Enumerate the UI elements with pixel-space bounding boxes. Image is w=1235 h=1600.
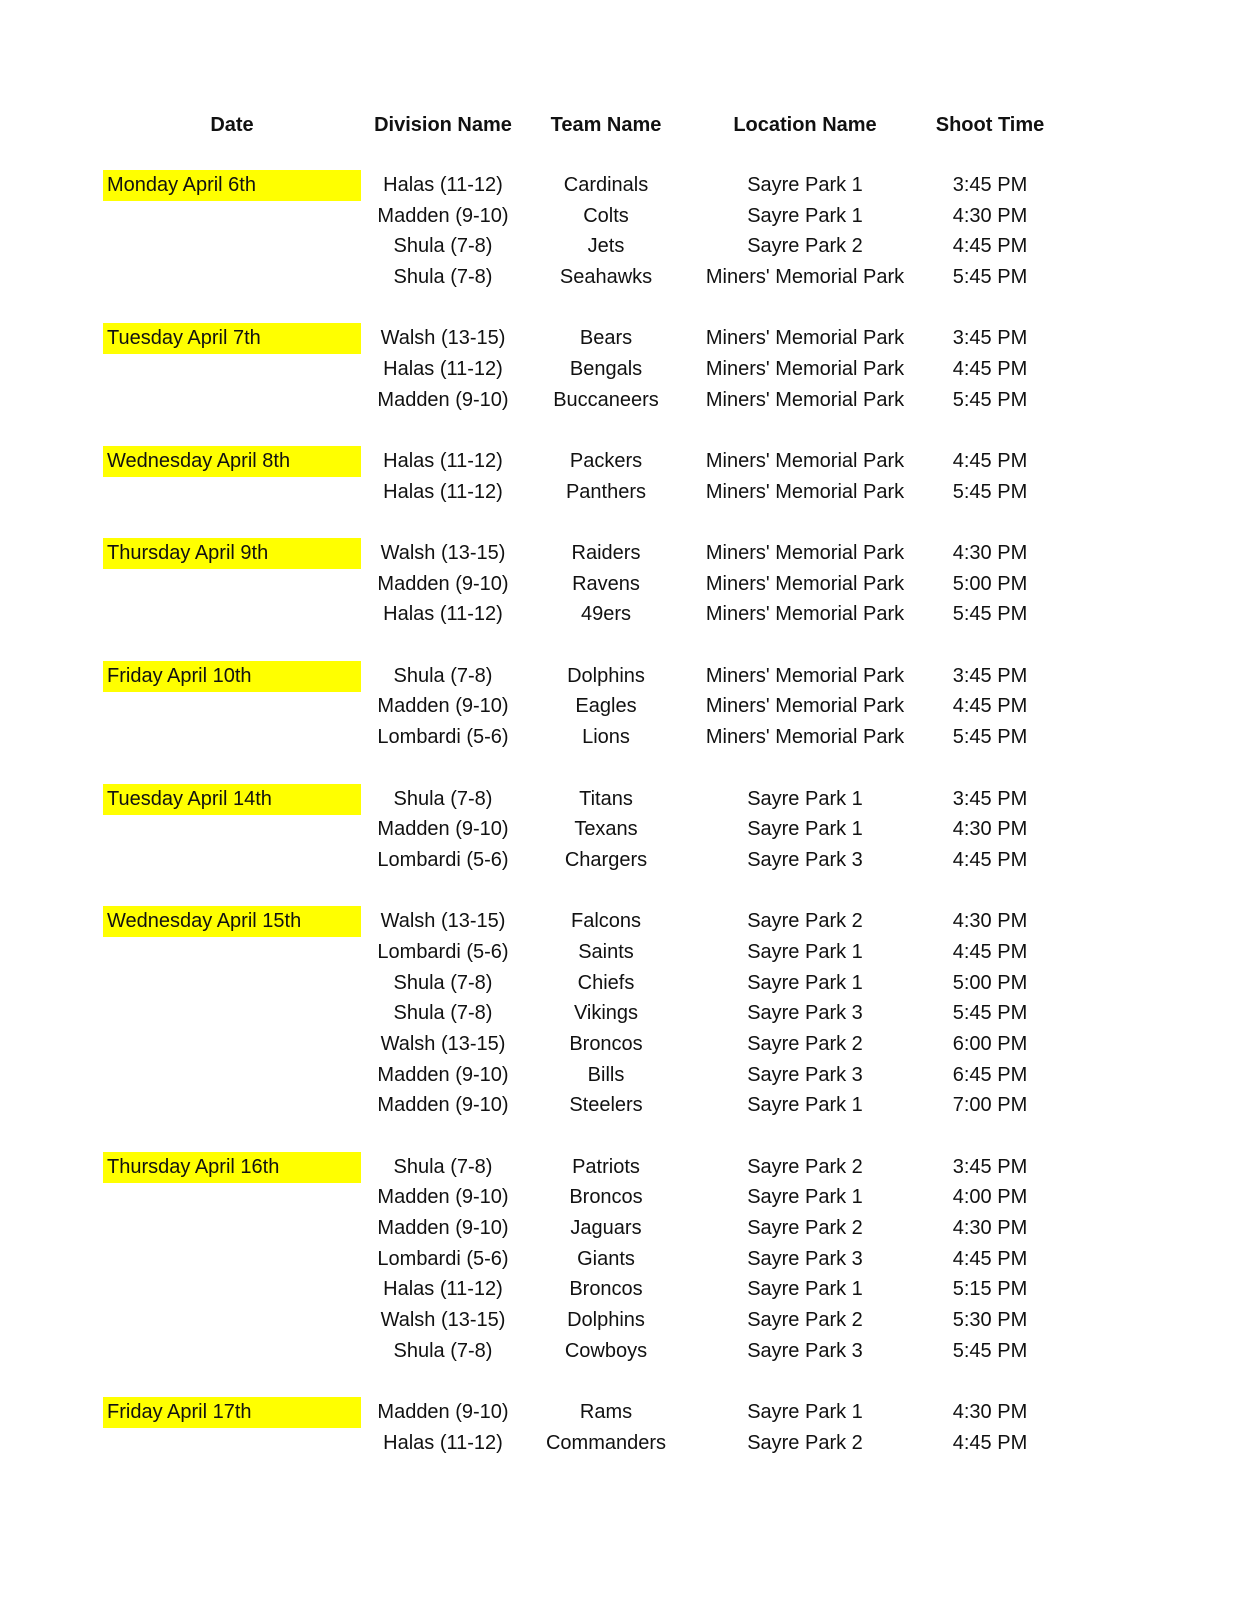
location-cell: Miners' Memorial Park xyxy=(705,450,905,473)
division-cell: Madden (9-10) xyxy=(377,1063,509,1086)
shoot-time-cell: 4:30 PM xyxy=(952,818,1028,841)
schedule-row xyxy=(0,691,1235,722)
schedule-row xyxy=(0,599,1235,630)
location-cell: Sayre Park 3 xyxy=(747,1247,863,1270)
shoot-time-cell: 4:45 PM xyxy=(952,1247,1028,1270)
location-cell: Sayre Park 1 xyxy=(747,787,863,810)
schedule-row xyxy=(0,1060,1235,1091)
team-cell: Patriots xyxy=(572,1155,640,1178)
date-cell: Thursday April 9th xyxy=(103,538,361,569)
schedule-row xyxy=(0,354,1235,385)
team-cell: Bears xyxy=(579,327,633,350)
division-cell: Madden (9-10) xyxy=(377,1186,509,1209)
team-cell: Giants xyxy=(577,1247,635,1270)
location-cell: Sayre Park 2 xyxy=(747,1309,863,1332)
division-cell: Walsh (13-15) xyxy=(380,1309,506,1332)
shoot-time-cell: 3:45 PM xyxy=(952,787,1028,810)
shoot-time-cell: 5:45 PM xyxy=(952,266,1028,289)
division-cell: Walsh (13-15) xyxy=(380,327,506,350)
schedule-row xyxy=(0,1428,1235,1459)
location-cell: Sayre Park 1 xyxy=(747,204,863,227)
location-cell: Sayre Park 1 xyxy=(747,1186,863,1209)
division-cell: Lombardi (5-6) xyxy=(377,726,509,749)
division-cell: Shula (7-8) xyxy=(393,266,493,289)
schedule-row xyxy=(0,1213,1235,1244)
division-cell: Halas (11-12) xyxy=(383,1278,503,1301)
shoot-time-cell: 4:45 PM xyxy=(952,450,1028,473)
location-cell: Miners' Memorial Park xyxy=(705,572,905,595)
schedule-row xyxy=(0,937,1235,968)
shoot-time-cell: 4:30 PM xyxy=(952,1401,1028,1424)
location-cell: Miners' Memorial Park xyxy=(705,603,905,626)
date-cell: Wednesday April 8th xyxy=(103,446,361,477)
schedule-row xyxy=(0,201,1235,232)
team-cell: Broncos xyxy=(569,1032,643,1055)
division-cell: Halas (11-12) xyxy=(383,1431,503,1454)
shoot-time-cell: 4:30 PM xyxy=(952,1217,1028,1240)
shoot-time-cell: 3:45 PM xyxy=(952,327,1028,350)
shoot-time-cell: 5:45 PM xyxy=(952,480,1028,503)
shoot-time-cell: 3:45 PM xyxy=(952,174,1028,196)
location-cell: Miners' Memorial Park xyxy=(705,542,905,565)
division-cell: Walsh (13-15) xyxy=(380,910,506,933)
division-cell: Madden (9-10) xyxy=(377,818,509,841)
division-cell: Shula (7-8) xyxy=(393,1002,493,1025)
team-cell: Commanders xyxy=(545,1431,667,1454)
schedule-row xyxy=(0,385,1235,416)
schedule-row xyxy=(0,1336,1235,1367)
team-cell: Broncos xyxy=(569,1186,643,1209)
location-cell: Miners' Memorial Park xyxy=(705,664,905,687)
schedule-row xyxy=(0,1244,1235,1275)
location-cell: Sayre Park 1 xyxy=(747,1094,863,1117)
schedule-row xyxy=(0,569,1235,600)
division-cell: Shula (7-8) xyxy=(393,1339,493,1362)
location-cell: Miners' Memorial Park xyxy=(705,388,905,411)
shoot-time-cell: 5:30 PM xyxy=(952,1309,1028,1332)
location-cell: Miners' Memorial Park xyxy=(705,266,905,289)
shoot-time-cell: 5:00 PM xyxy=(952,971,1028,994)
team-cell: Packers xyxy=(569,450,643,473)
team-cell: Cardinals xyxy=(563,174,649,196)
location-cell: Sayre Park 1 xyxy=(747,940,863,963)
shoot-time-cell: 7:00 PM xyxy=(952,1094,1028,1117)
schedule-row xyxy=(0,1397,1235,1428)
team-cell: Dolphins xyxy=(567,1309,645,1332)
team-cell: Dolphins xyxy=(567,664,645,687)
schedule-row xyxy=(0,323,1235,354)
shoot-time-cell: 4:00 PM xyxy=(952,1186,1028,1209)
shoot-time-cell: 4:30 PM xyxy=(952,910,1028,933)
team-cell: Saints xyxy=(578,940,634,963)
date-cell: Tuesday April 7th xyxy=(103,323,361,354)
schedule-row xyxy=(0,845,1235,876)
date-cell: Thursday April 16th xyxy=(103,1152,361,1183)
schedule-row xyxy=(0,538,1235,569)
shoot-time-cell: 5:45 PM xyxy=(952,388,1028,411)
shoot-time-cell: 3:45 PM xyxy=(952,664,1028,687)
team-cell: Jets xyxy=(587,235,625,258)
shoot-time-cell: 5:15 PM xyxy=(952,1278,1028,1301)
location-cell: Sayre Park 2 xyxy=(747,1217,863,1240)
schedule-row xyxy=(0,1274,1235,1305)
schedule-row xyxy=(0,262,1235,293)
division-cell: Lombardi (5-6) xyxy=(377,940,509,963)
shoot-time-cell: 4:45 PM xyxy=(952,235,1028,258)
team-cell: Ravens xyxy=(572,572,640,595)
header-division-name: Division Name xyxy=(374,114,512,136)
shoot-time-cell: 4:45 PM xyxy=(952,695,1028,718)
division-cell: Madden (9-10) xyxy=(377,1094,509,1117)
shoot-time-cell: 4:45 PM xyxy=(952,358,1028,381)
division-cell: Madden (9-10) xyxy=(377,388,509,411)
team-cell: Texans xyxy=(574,818,638,841)
team-cell: Cowboys xyxy=(564,1339,648,1362)
division-cell: Shula (7-8) xyxy=(393,235,493,258)
division-cell: Halas (11-12) xyxy=(383,358,503,381)
schedule-row xyxy=(0,722,1235,753)
team-cell: Raiders xyxy=(571,542,641,565)
shoot-time-cell: 4:45 PM xyxy=(952,940,1028,963)
header-team-name: Team Name xyxy=(550,114,662,136)
location-cell: Sayre Park 3 xyxy=(747,1002,863,1025)
date-cell: Tuesday April 14th xyxy=(103,784,361,815)
division-cell: Shula (7-8) xyxy=(393,971,493,994)
schedule-row xyxy=(0,477,1235,508)
header-shoot-time: Shoot Time xyxy=(935,114,1045,136)
team-cell: Falcons xyxy=(570,910,642,933)
schedule-row xyxy=(0,814,1235,845)
location-cell: Sayre Park 2 xyxy=(747,1155,863,1178)
shoot-time-cell: 4:30 PM xyxy=(952,204,1028,227)
date-cell: Monday April 6th xyxy=(103,170,361,201)
location-cell: Sayre Park 2 xyxy=(747,1032,863,1055)
schedule-row xyxy=(0,170,1235,201)
division-cell: Halas (11-12) xyxy=(383,174,503,196)
schedule-row xyxy=(0,968,1235,999)
schedule-row xyxy=(0,1090,1235,1121)
division-cell: Shula (7-8) xyxy=(393,787,493,810)
schedule-row xyxy=(0,446,1235,477)
schedule-row xyxy=(0,1029,1235,1060)
location-cell: Sayre Park 1 xyxy=(747,1401,863,1424)
shoot-time-cell: 3:45 PM xyxy=(952,1155,1028,1178)
shoot-time-cell: 5:45 PM xyxy=(952,1339,1028,1362)
schedule-row xyxy=(0,906,1235,937)
division-cell: Halas (11-12) xyxy=(383,603,503,626)
date-cell: Wednesday April 15th xyxy=(103,906,361,937)
location-cell: Sayre Park 1 xyxy=(747,174,863,196)
team-cell: Chiefs xyxy=(577,971,635,994)
location-cell: Miners' Memorial Park xyxy=(705,726,905,749)
team-cell: Rams xyxy=(579,1401,633,1424)
team-cell: Panthers xyxy=(565,480,647,503)
schedule-row xyxy=(0,661,1235,692)
location-cell: Sayre Park 1 xyxy=(747,1278,863,1301)
team-cell: Vikings xyxy=(573,1002,639,1025)
team-cell: Colts xyxy=(583,204,629,227)
header-date: Date xyxy=(210,114,254,136)
division-cell: Madden (9-10) xyxy=(377,204,509,227)
location-cell: Sayre Park 1 xyxy=(747,818,863,841)
schedule-row xyxy=(0,231,1235,262)
header-location-name: Location Name xyxy=(733,114,877,136)
team-cell: 49ers xyxy=(580,603,632,626)
team-cell: Chargers xyxy=(564,848,648,871)
location-cell: Sayre Park 3 xyxy=(747,1339,863,1362)
division-cell: Walsh (13-15) xyxy=(380,542,506,565)
shoot-time-cell: 5:45 PM xyxy=(952,603,1028,626)
team-cell: Lions xyxy=(582,726,630,749)
shoot-time-cell: 4:45 PM xyxy=(952,848,1028,871)
location-cell: Sayre Park 2 xyxy=(747,235,863,258)
shoot-time-cell: 4:30 PM xyxy=(952,542,1028,565)
team-cell: Steelers xyxy=(569,1094,643,1117)
division-cell: Halas (11-12) xyxy=(383,480,503,503)
location-cell: Sayre Park 3 xyxy=(747,1063,863,1086)
division-cell: Walsh (13-15) xyxy=(380,1032,506,1055)
shoot-time-cell: 6:00 PM xyxy=(952,1032,1028,1055)
date-cell: Friday April 10th xyxy=(103,661,361,692)
location-cell: Miners' Memorial Park xyxy=(705,480,905,503)
team-cell: Seahawks xyxy=(559,266,653,289)
division-cell: Shula (7-8) xyxy=(393,1155,493,1178)
location-cell: Miners' Memorial Park xyxy=(705,327,905,350)
team-cell: Jaguars xyxy=(570,1217,642,1240)
schedule-row xyxy=(0,1305,1235,1336)
schedule-row xyxy=(0,784,1235,815)
location-cell: Sayre Park 2 xyxy=(747,1431,863,1454)
division-cell: Shula (7-8) xyxy=(393,664,493,687)
schedule-row xyxy=(0,1152,1235,1183)
schedule-row xyxy=(0,1182,1235,1213)
division-cell: Madden (9-10) xyxy=(377,572,509,595)
shoot-time-cell: 6:45 PM xyxy=(952,1063,1028,1086)
team-cell: Broncos xyxy=(569,1278,643,1301)
location-cell: Sayre Park 2 xyxy=(747,910,863,933)
location-cell: Miners' Memorial Park xyxy=(705,695,905,718)
division-cell: Madden (9-10) xyxy=(377,1401,509,1424)
location-cell: Sayre Park 3 xyxy=(747,848,863,871)
team-cell: Bills xyxy=(587,1063,625,1086)
division-cell: Lombardi (5-6) xyxy=(377,1247,509,1270)
shoot-time-cell: 5:45 PM xyxy=(952,726,1028,749)
division-cell: Lombardi (5-6) xyxy=(377,848,509,871)
location-cell: Miners' Memorial Park xyxy=(705,358,905,381)
team-cell: Titans xyxy=(579,787,633,810)
location-cell: Sayre Park 1 xyxy=(747,971,863,994)
shoot-time-cell: 5:00 PM xyxy=(952,572,1028,595)
shoot-time-cell: 4:45 PM xyxy=(952,1431,1028,1454)
schedule-row xyxy=(0,998,1235,1029)
team-cell: Buccaneers xyxy=(553,388,659,411)
shoot-time-cell: 5:45 PM xyxy=(952,1002,1028,1025)
division-cell: Madden (9-10) xyxy=(377,695,509,718)
team-cell: Bengals xyxy=(569,358,643,381)
date-cell: Friday April 17th xyxy=(103,1397,361,1428)
team-cell: Eagles xyxy=(575,695,637,718)
division-cell: Madden (9-10) xyxy=(377,1217,509,1240)
division-cell: Halas (11-12) xyxy=(383,450,503,473)
